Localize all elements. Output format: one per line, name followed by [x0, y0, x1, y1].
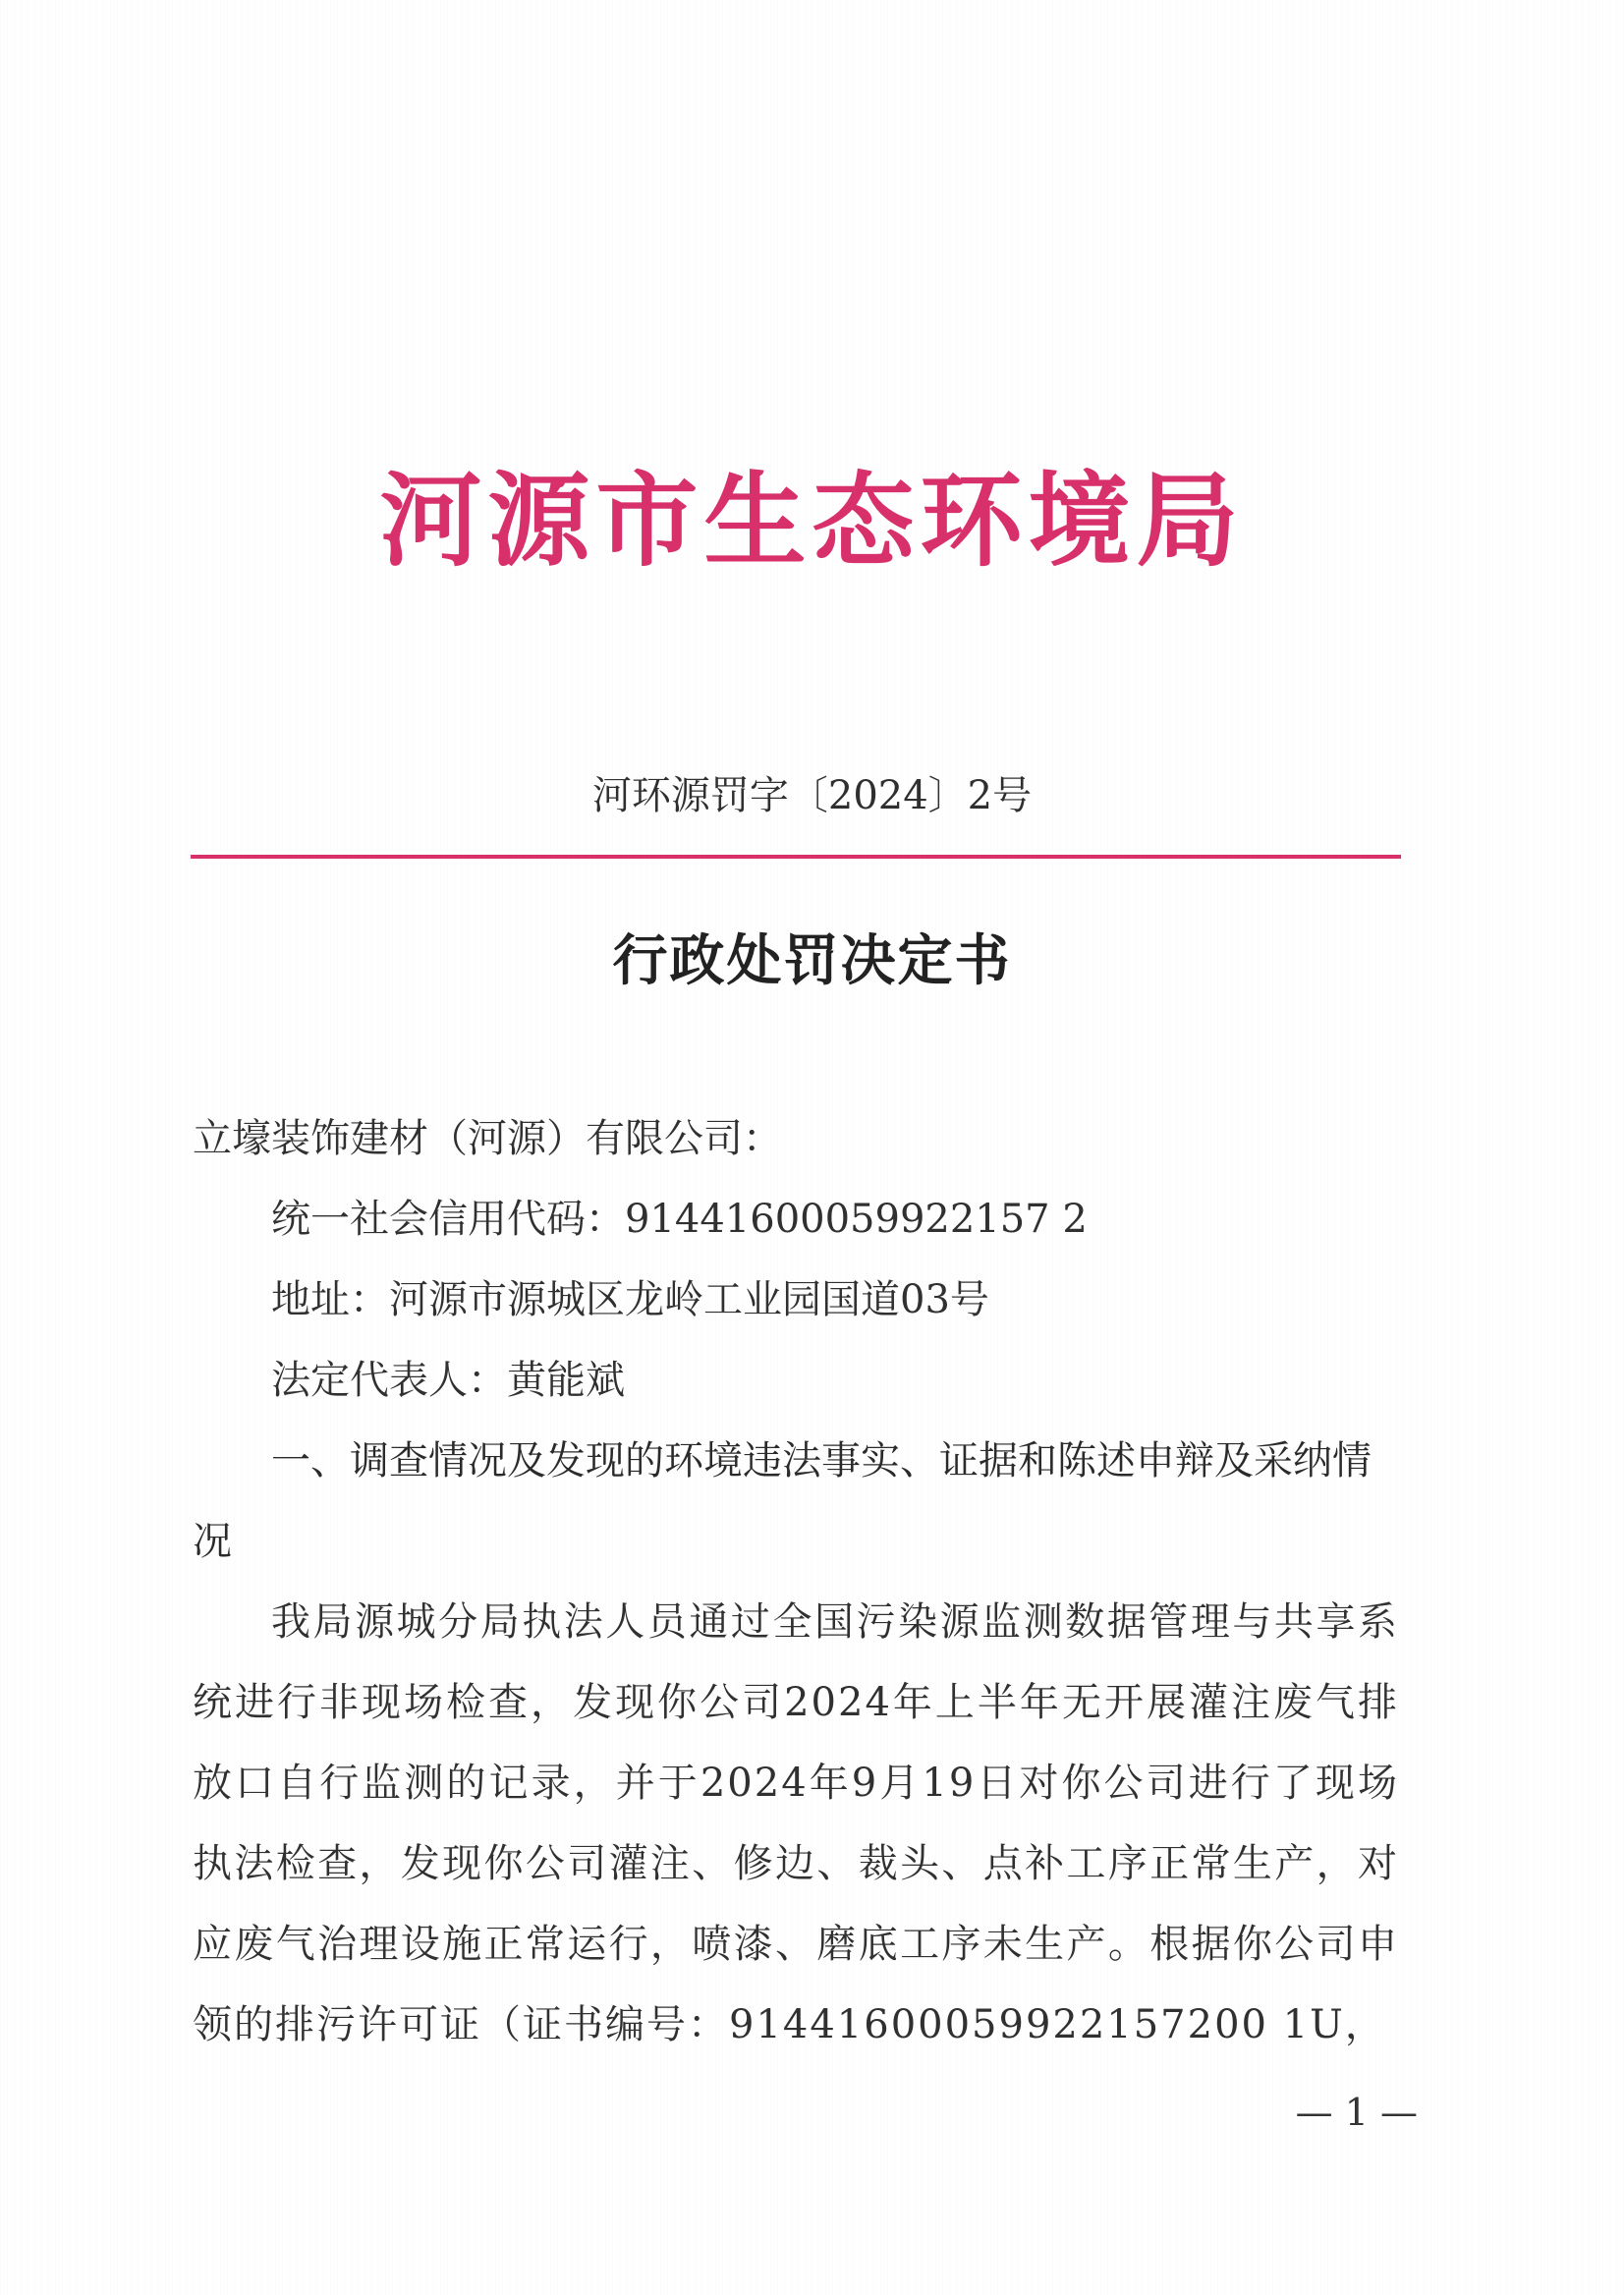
section-one-heading: 一、调查情况及发现的环境违法事实、证据和陈述申辩及采纳情况	[193, 1438, 1372, 1564]
legal-representative: 法定代表人：黄能斌	[271, 1358, 625, 1403]
header-divider	[191, 855, 1401, 859]
address: 地址：河源市源城区龙岭工业园国道03号	[271, 1277, 989, 1322]
section-one-paragraph: 我局源城分局执法人员通过全国污染源监测数据管理与共享系统进行非现场检查，发现你公司2024年上半年无开展灌注废气排放口自行监测的记录，并于2024年9月19日对你公司进行了现场执法检查，发现你公司灌注、修边、裁头、点补工序正常生产，对应废气治理设施正常运行，喷漆、磨底工序未生产。根据你公司申领的排污许可证（证书编号：91441600059922157200 1U，	[193, 1599, 1399, 2047]
document-number: 河环源罚字〔2024〕2号	[591, 773, 1033, 818]
agency-header: 河源市生态环境局	[379, 460, 1245, 581]
credit-code: 统一社会信用代码：91441600059922157 2	[271, 1197, 1088, 1242]
page-number: — 1 —	[1295, 2091, 1418, 2134]
document-body	[193, 1098, 1399, 2065]
recipient: 立壕装饰建材（河源）有限公司：	[193, 1116, 782, 1161]
document-title: 行政处罚决定书	[612, 928, 1012, 993]
